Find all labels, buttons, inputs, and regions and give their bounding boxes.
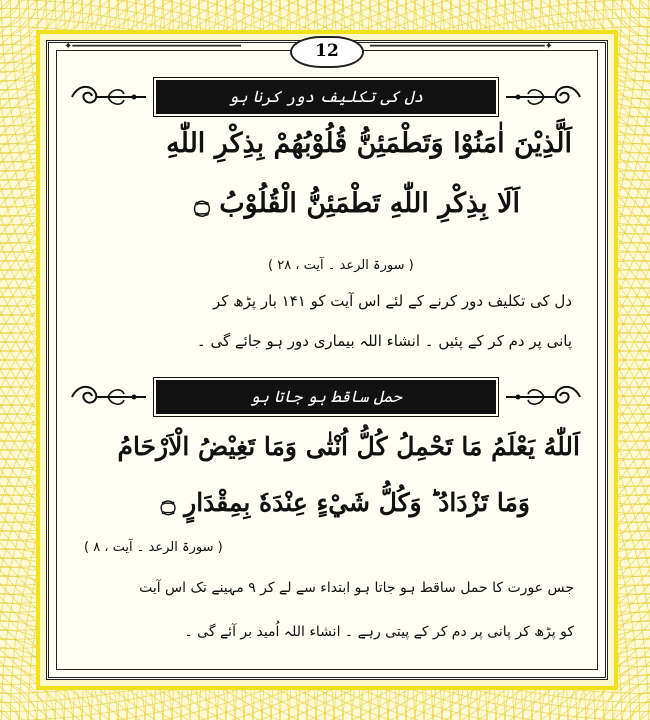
section1-instruction-line1: دل کی تکلیف دور کرنے کے لئے اس آیت کو ۱۴۱ بار پڑھ کر <box>213 292 572 310</box>
section1-reference: ( سورۃ الرعد ۔ آیت ، ۲۸ ) <box>268 258 414 273</box>
ornament-right-1 <box>502 80 584 114</box>
scroll-ornament-icon <box>68 380 150 414</box>
section2-ayah-line1: اَللّٰهُ يَعْلَمُ مَا تَحْمِلُ كُلُّ اُنْثٰى وَمَا تَغِيْضُ الْاَرْحَامُ <box>117 432 580 461</box>
section1-ayah-line1: اَلَّذِیْنَ اٰمَنُوْا وَتَطْمَئِنُّ قُلُوْبُهُمْ بِذِكْرِ اللّٰهِ <box>166 128 572 159</box>
scroll-ornament-icon <box>502 80 584 114</box>
corner-ornament-right: ━━━━━━━━━━━━━━━━━━━━━━━━━━━━━✦ <box>370 41 553 52</box>
section2-reference: ( سورۃ الرعد ۔ آیت ، ۸ ) <box>84 540 223 555</box>
section1-heading: دل کی تکلیف دور کرنا ہو <box>156 80 496 114</box>
section2-instruction-line2: کو پڑھ کر پانی پر دم کر کے پیتی رہے ۔ انشاء اللہ اُمید بر آئے گی ۔ <box>184 624 574 640</box>
page-number: 12 <box>290 36 364 68</box>
scroll-ornament-icon <box>68 80 150 114</box>
ornament-right-2 <box>502 380 584 414</box>
section1-ayah-line2: اَلَا بِذِكْرِ اللّٰهِ تَطْمَئِنُّ الْقُلُوْبُ ۝ <box>194 188 520 219</box>
section1-instruction-line2: پانی پر دم کر کے پئیں ۔ انشاء اللہ بیماری دور ہو جائے گی ۔ <box>196 332 572 350</box>
ornament-left-1 <box>68 80 150 114</box>
section2-heading: حمل ساقط ہو جاتا ہو <box>156 380 496 414</box>
ornament-left-2 <box>68 380 150 414</box>
corner-ornament-left: ✦━━━━━━━━━━━━━━━━━━━━━━━━━━━━ <box>64 41 241 52</box>
section2-instruction-line1: جس عورت کا حمل ساقط ہو جاتا ہو ابتداء سے لے کر ۹ مہینے تک اس آیت <box>139 580 574 596</box>
section2-ayah-line2: وَمَا تَزْدَادُ ؕ وَكُلُّ شَيْءٍ عِنْدَهٗ بِمِقْدَارٍ ۝ <box>160 488 530 517</box>
scroll-ornament-icon <box>502 380 584 414</box>
